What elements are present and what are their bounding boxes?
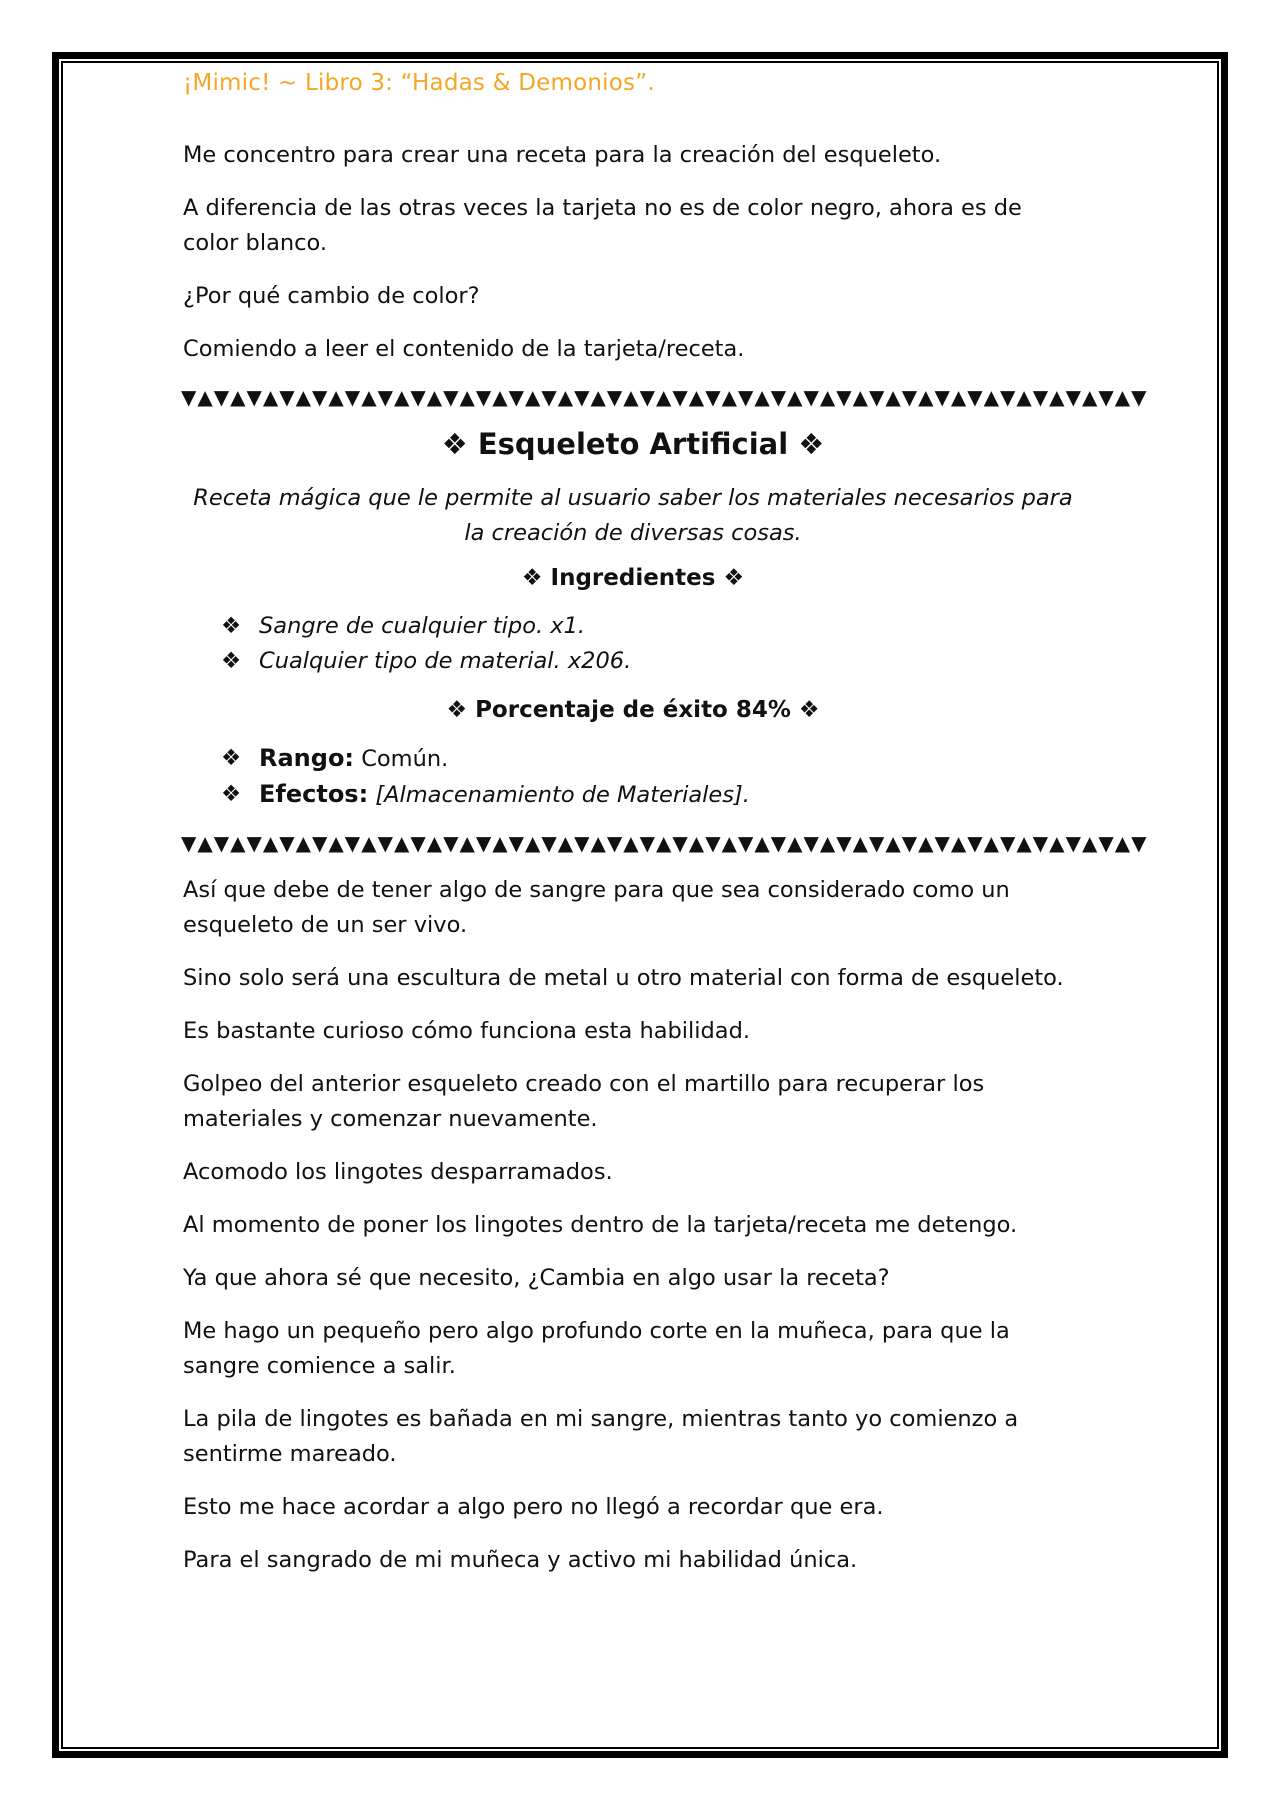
page-content bbox=[181, 70, 1148, 1596]
paragraph: Golpeo del anterior esqueleto creado con el martillo para recuperar los materiales y comenzar nuevamente. bbox=[183, 1071, 985, 1132]
list-item bbox=[221, 777, 1083, 813]
list-item bbox=[221, 741, 1083, 777]
ingredients-heading: ❖ Ingredientes ❖ bbox=[521, 565, 745, 591]
diamond-bullet-icon: ❖ bbox=[221, 613, 242, 639]
paragraph: Me concentro para crear una receta para la creación del esqueleto. bbox=[183, 142, 942, 168]
diamond-bullet-icon: ❖ bbox=[221, 648, 242, 674]
recipe-description: Receta mágica que le permite al usuario saber los materiales necesarios para la creación de diversas cosas. bbox=[193, 485, 1073, 546]
success-rate-heading: ❖ Porcentaje de éxito 84% ❖ bbox=[446, 697, 820, 723]
paragraph: Al momento de poner los lingotes dentro de la tarjeta/receta me detengo. bbox=[183, 1212, 1018, 1238]
paragraph: Sino solo será una escultura de metal u otro material con forma de esqueleto. bbox=[183, 965, 1064, 991]
properties-list bbox=[183, 741, 1083, 813]
rank-value: Común. bbox=[361, 746, 449, 772]
triangle-separator-bottom: ▼▲▼▲▼▲▼▲▼▲▼▲▼▲▼▲▼▲▼▲▼▲▼▲▼▲▼▲▼▲▼▲▼▲▼▲▼▲▼▲▼▲▼▲▼▲▼▲▼▲▼▲▼▲▼▲▼▲▼ bbox=[181, 831, 1148, 855]
paragraph: Ya que ahora sé que necesito, ¿Cambia en algo usar la receta? bbox=[183, 1265, 890, 1291]
paragraph: ¿Por qué cambio de color? bbox=[183, 283, 480, 309]
paragraph: Comiendo a leer el contenido de la tarjeta/receta. bbox=[183, 336, 745, 362]
ingredients-list bbox=[183, 609, 1083, 679]
effects-label: Efectos: bbox=[259, 780, 369, 808]
effects-value: [Almacenamiento de Materiales]. bbox=[375, 782, 750, 808]
diamond-bullet-icon: ❖ bbox=[221, 745, 242, 771]
paragraph: Para el sangrado de mi muñeca y activo mi habilidad única. bbox=[183, 1547, 858, 1573]
paragraph: Así que debe de tener algo de sangre para que sea considerado como un esqueleto de un ser vivo. bbox=[183, 877, 1010, 938]
triangle-separator-top: ▼▲▼▲▼▲▼▲▼▲▼▲▼▲▼▲▼▲▼▲▼▲▼▲▼▲▼▲▼▲▼▲▼▲▼▲▼▲▼▲▼▲▼▲▼▲▼▲▼▲▼▲▼▲▼▲▼▲▼ bbox=[181, 385, 1148, 409]
ingredient-text: Cualquier tipo de material. x206. bbox=[259, 648, 632, 674]
paragraph: A diferencia de las otras veces la tarjeta no es de color negro, ahora es de color blanco. bbox=[183, 195, 1022, 256]
paragraph: Me hago un pequeño pero algo profundo corte en la muñeca, para que la sangre comience a salir. bbox=[183, 1318, 1010, 1379]
paragraph: Esto me hace acordar a algo pero no llegó a recordar que era. bbox=[183, 1494, 884, 1520]
diamond-bullet-icon: ❖ bbox=[221, 781, 242, 807]
list-item bbox=[221, 609, 1083, 644]
rank-label: Rango: bbox=[259, 744, 355, 772]
paragraph: La pila de lingotes es bañada en mi sangre, mientras tanto yo comienzo a sentirme mareado. bbox=[183, 1406, 1019, 1467]
running-header: ¡Mimic! ~ Libro 3: “Hadas & Demonios”. bbox=[183, 70, 655, 96]
ingredient-text: Sangre de cualquier tipo. x1. bbox=[259, 613, 586, 639]
list-item bbox=[221, 644, 1083, 679]
recipe-title: ❖ Esqueleto Artificial ❖ bbox=[441, 427, 825, 461]
paragraph: Acomodo los lingotes desparramados. bbox=[183, 1159, 613, 1185]
paragraph: Es bastante curioso cómo funciona esta habilidad. bbox=[183, 1018, 751, 1044]
